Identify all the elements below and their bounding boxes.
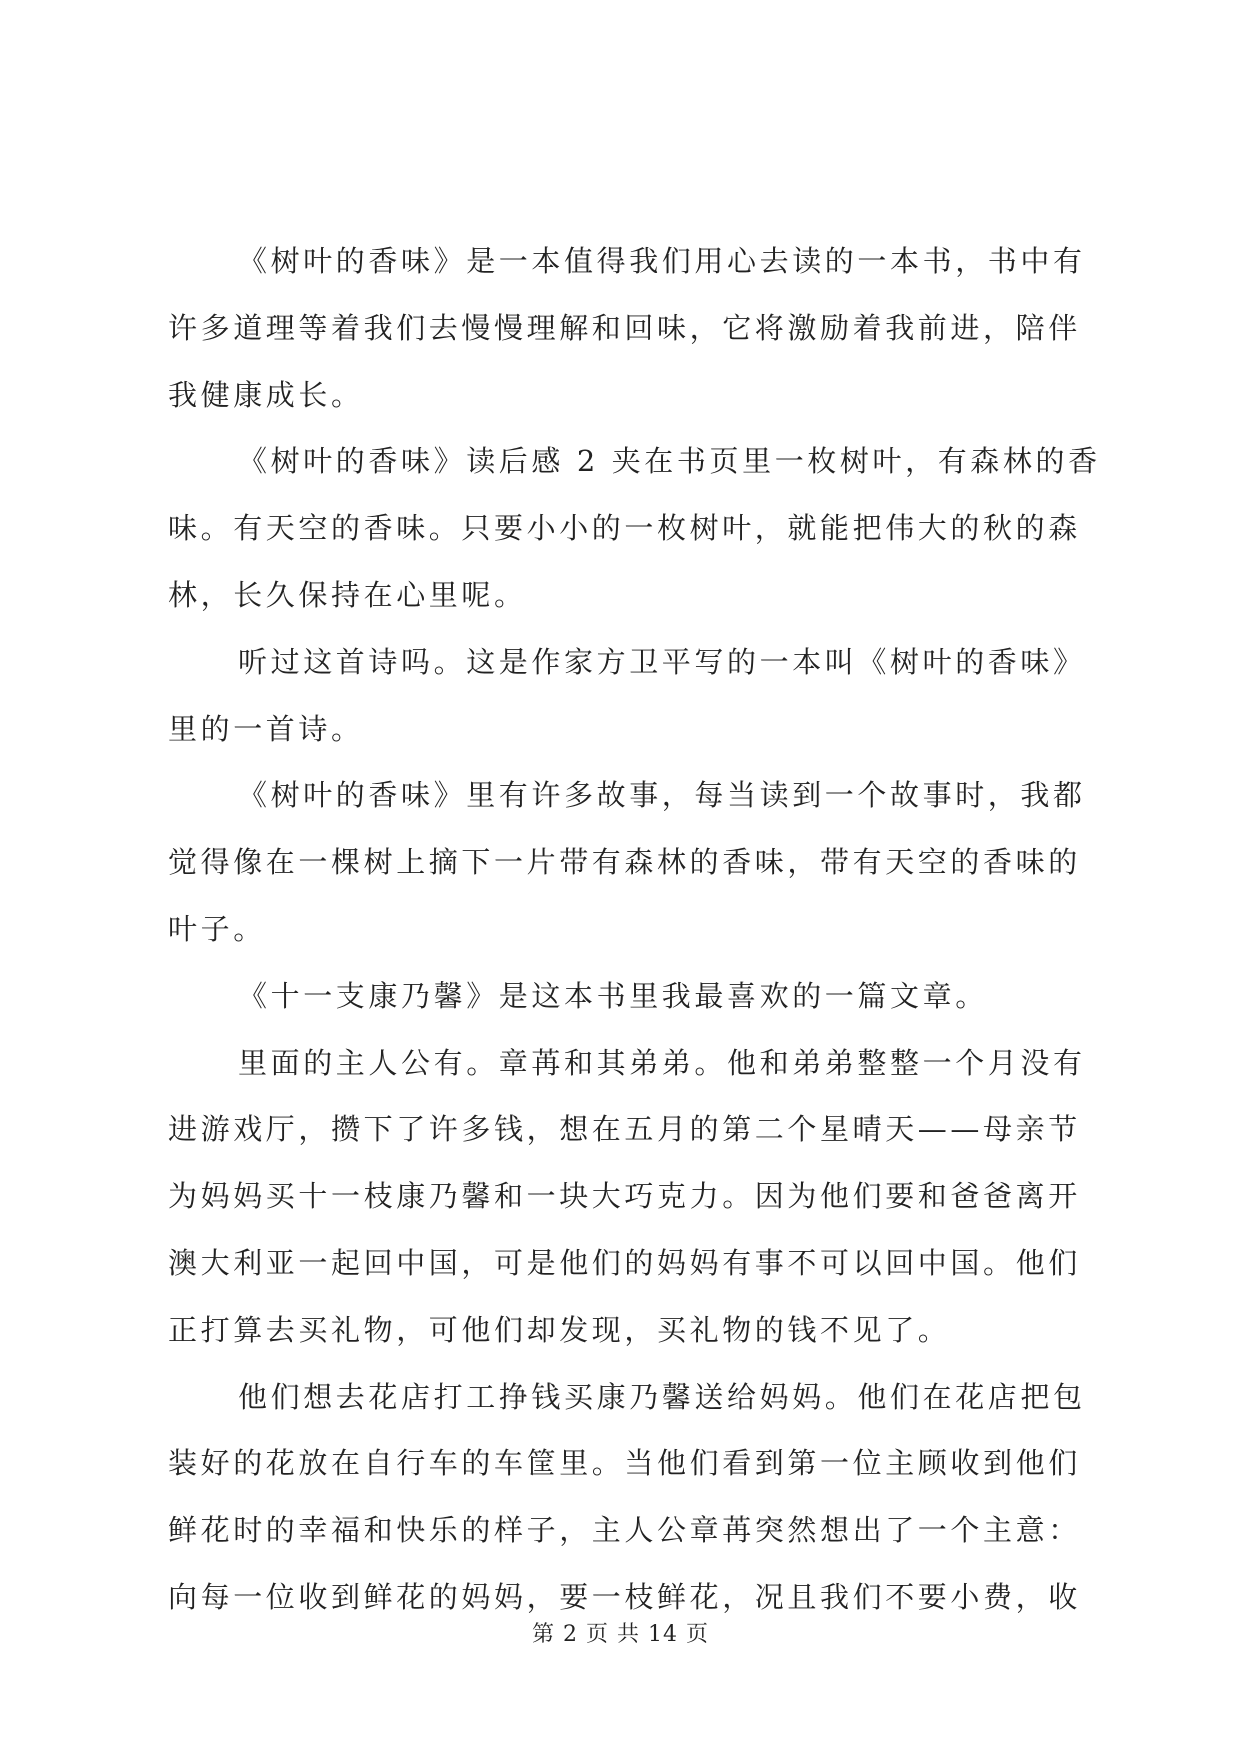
text-line: 《树叶的香味》是一本值得我们用心去读的一本书，书中有 [238,244,1086,278]
text-line: 《树叶的香味》读后感 2 夹在书页里一枚树叶，有森林的香 [238,444,1101,479]
text-line: 《十一支康乃馨》是这本书里我最喜欢的一篇文章。 [238,978,988,1013]
text-line: 里的一首诗。 [168,711,364,746]
text-line: 听过这首诗吗。这是作家方卫平写的一本叫《树叶的香味》 [238,644,1086,679]
text-line: 进游戏厅，攒下了许多钱，想在五月的第二个星晴天——母亲节 [168,1112,1081,1147]
text-line: 为妈妈买十一枝康乃馨和一块大巧克力。因为他们要和爸爸离开 [168,1179,1081,1214]
text-line: 鲜花时的幸福和快乐的样子，主人公章苒突然想出了一个主意： [168,1513,1081,1548]
text-line: 味。有天空的香味。只要小小的一枚树叶，就能把伟大的秋的森 [168,511,1081,546]
text-line: 觉得像在一棵树上摘下一片带有森林的香味，带有天空的香味的 [168,845,1081,880]
page-footer: 第 2 页 共 14 页 [532,1622,709,1647]
text-line: 林，长久保持在心里呢。 [168,577,527,612]
text-line: 装好的花放在自行车的车筐里。当他们看到第一位主顾收到他们 [168,1446,1081,1481]
document-body [168,228,1101,1631]
text-line: 正打算去买礼物，可他们却发现，买礼物的钱不见了。 [168,1312,951,1347]
text-line: 澳大利亚一起回中国，可是他们的妈妈有事不可以回中国。他们 [168,1245,1081,1280]
text-line: 里面的主人公有。章苒和其弟弟。他和弟弟整整一个月没有 [238,1045,1086,1080]
text-line: 叶子。 [168,911,266,946]
text-line: 他们想去花店打工挣钱买康乃馨送给妈妈。他们在花店把包 [238,1379,1086,1414]
text-line: 许多道理等着我们去慢慢理解和回味，它将激励着我前进，陪伴 [168,310,1081,345]
text-line: 我健康成长。 [168,377,364,412]
text-line: 向每一位收到鲜花的妈妈，要一枝鲜花，况且我们不要小费，收 [168,1579,1081,1614]
text-line: 《树叶的香味》里有许多故事，每当读到一个故事时，我都 [238,778,1086,813]
